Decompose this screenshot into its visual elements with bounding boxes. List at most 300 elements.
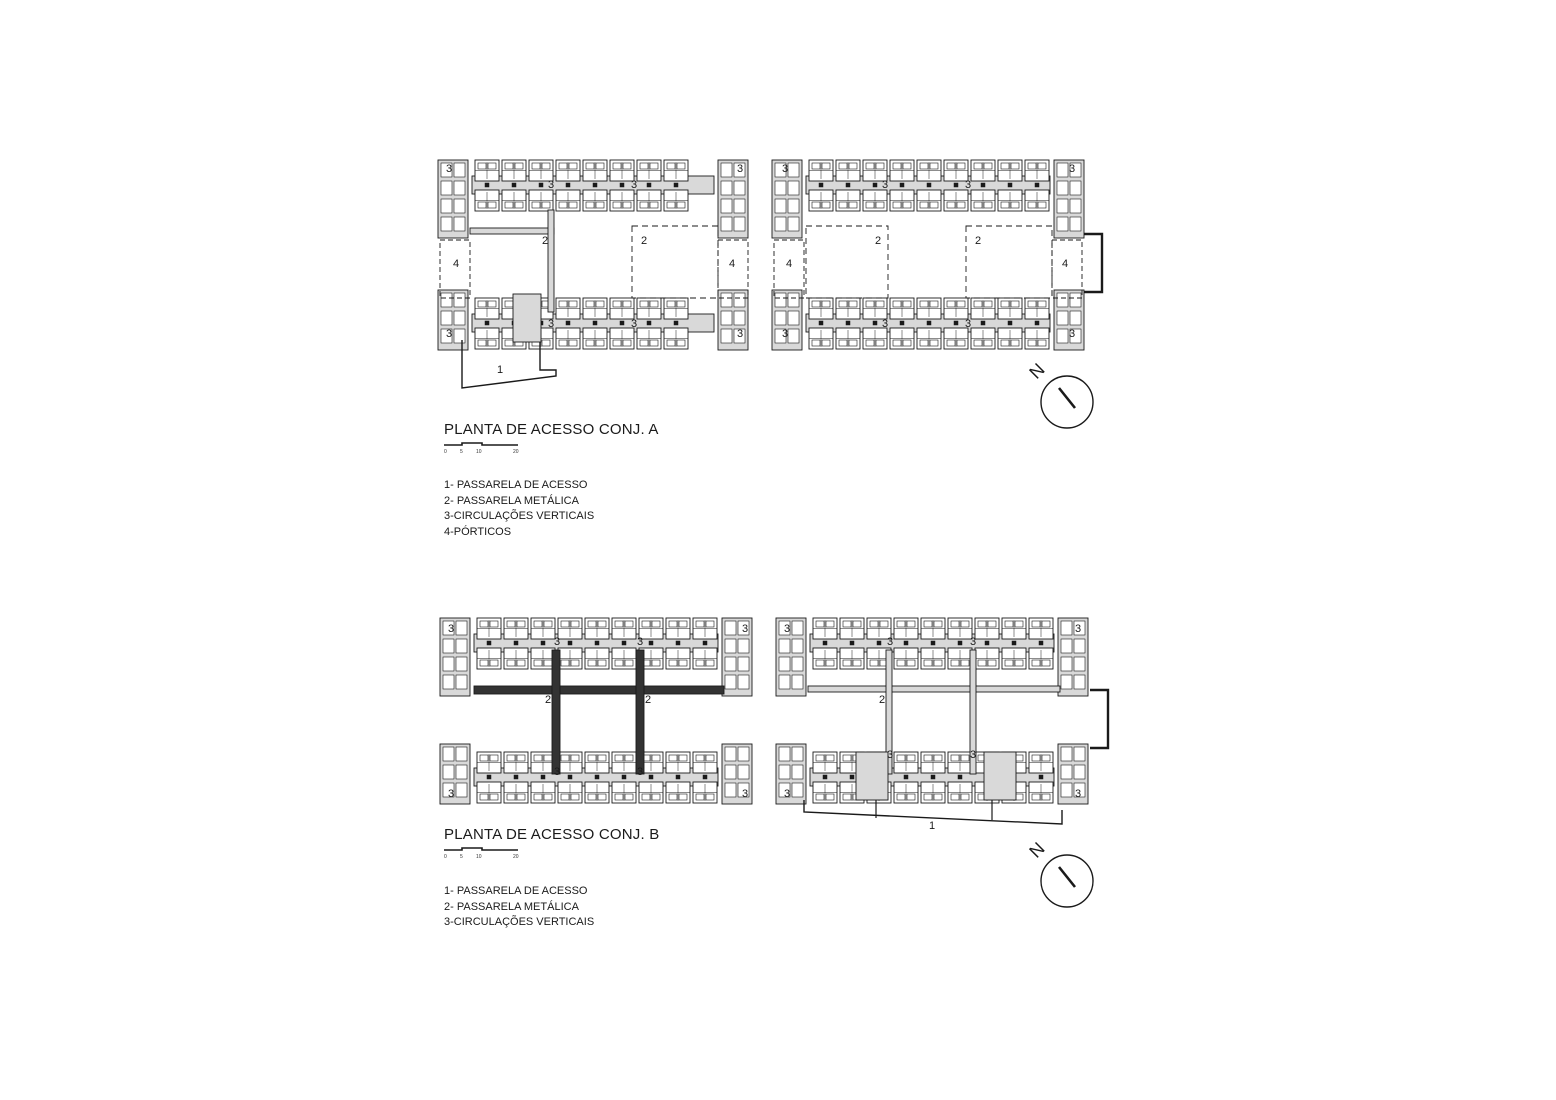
apartment-unit	[921, 648, 945, 669]
apartment-unit	[917, 298, 941, 319]
end-tower	[440, 744, 470, 804]
apartment-unit	[693, 752, 717, 773]
tower-room	[456, 657, 467, 671]
callout-number: 3	[636, 766, 644, 778]
stair-core	[514, 775, 518, 779]
apartment-unit	[475, 160, 499, 181]
callout-number: 3	[553, 636, 561, 648]
stair-core	[703, 775, 707, 779]
housing-bar	[472, 160, 714, 211]
apartment-unit	[890, 190, 914, 211]
tower-room	[725, 747, 736, 761]
apartment-unit	[1029, 752, 1053, 773]
tower-room	[734, 293, 745, 307]
stair-core	[541, 775, 545, 779]
apartment-unit	[610, 190, 634, 211]
tower-room	[779, 657, 790, 671]
apartment-unit	[998, 160, 1022, 181]
north-arrow-icon	[1025, 359, 1093, 428]
apartment-unit	[585, 648, 609, 669]
apartment-unit	[556, 328, 580, 349]
stair-core	[512, 183, 516, 187]
apartment-unit	[477, 618, 501, 639]
access-landing	[856, 752, 888, 800]
tower-room	[792, 783, 803, 797]
end-tower	[438, 290, 468, 350]
callout-number: 3	[1074, 788, 1082, 800]
end-tower	[772, 290, 802, 350]
apartment-unit	[1025, 160, 1049, 181]
plan-b-scale-tick-5: 5	[460, 854, 463, 860]
tower-room	[1070, 217, 1081, 231]
apartment-unit	[894, 648, 918, 669]
apartment-unit	[921, 752, 945, 773]
callout-number: 3	[741, 623, 749, 635]
apartment-unit	[558, 618, 582, 639]
tower-room	[454, 163, 465, 177]
tower-room	[792, 639, 803, 653]
plan-a-block-left	[438, 160, 748, 350]
apartment-unit	[558, 648, 582, 669]
stair-core	[1008, 183, 1012, 187]
apartment-unit	[556, 160, 580, 181]
plan-b-scale-bar	[444, 846, 524, 854]
apartment-unit	[890, 160, 914, 181]
tower-room	[1061, 747, 1072, 761]
stair-core	[485, 183, 489, 187]
callout-number: 3	[781, 163, 789, 175]
callout-number: 3	[881, 179, 889, 191]
apartment-unit	[998, 190, 1022, 211]
stair-core	[931, 775, 935, 779]
tower-room	[441, 311, 452, 325]
callout-number: 3	[969, 749, 977, 761]
apartment-unit	[971, 190, 995, 211]
callout-number: 4	[785, 258, 793, 270]
stair-core	[904, 775, 908, 779]
callout-number: 4	[728, 258, 736, 270]
apartment-unit	[944, 190, 968, 211]
tower-room	[792, 765, 803, 779]
tower-room	[1074, 639, 1085, 653]
tower-room	[1074, 747, 1085, 761]
apartment-unit	[894, 752, 918, 773]
tower-room	[779, 675, 790, 689]
metal-walkway	[636, 650, 644, 774]
stair-core	[958, 641, 962, 645]
tower-room	[1057, 181, 1068, 195]
callout-number: 3	[447, 788, 455, 800]
apartment-unit	[971, 298, 995, 319]
stair-core	[487, 775, 491, 779]
tower-room	[456, 783, 467, 797]
apartment-unit	[693, 618, 717, 639]
callout-number: 3	[886, 749, 894, 761]
stair-core	[676, 775, 680, 779]
callout-number: 3	[1068, 328, 1076, 340]
apartment-unit	[890, 328, 914, 349]
stair-core	[904, 641, 908, 645]
stair-core	[595, 641, 599, 645]
apartment-unit	[475, 298, 499, 319]
apartment-unit	[639, 782, 663, 803]
metal-walkway	[552, 650, 560, 774]
stair-core	[846, 321, 850, 325]
north-label: N	[1025, 359, 1049, 383]
plan-a-legend	[444, 478, 594, 540]
tower-room	[788, 311, 799, 325]
apartment-unit	[813, 782, 837, 803]
stair-core	[1035, 183, 1039, 187]
plan-a-block-right	[772, 160, 1084, 350]
tower-room	[456, 621, 467, 635]
apartment-unit	[585, 752, 609, 773]
end-tower	[440, 618, 470, 696]
tower-room	[1061, 675, 1072, 689]
housing-bar	[810, 752, 1054, 803]
stair-core	[954, 183, 958, 187]
stair-core	[1039, 641, 1043, 645]
legend-item-passarela-metalica: 2- PASSARELA METÁLICA	[444, 494, 579, 507]
tower-room	[721, 217, 732, 231]
tower-room	[734, 311, 745, 325]
apartment-unit	[558, 752, 582, 773]
end-tower	[776, 744, 806, 804]
callout-number: 3	[964, 179, 972, 191]
tower-room	[788, 217, 799, 231]
apartment-unit	[531, 648, 555, 669]
apartment-unit	[583, 298, 607, 319]
apartment-unit	[944, 160, 968, 181]
apartment-unit	[585, 618, 609, 639]
plan-b-block-left	[440, 618, 752, 804]
stair-core	[850, 641, 854, 645]
apartment-unit	[610, 328, 634, 349]
metal-walkway	[474, 686, 724, 694]
stair-core	[620, 183, 624, 187]
callout-number: 2	[544, 694, 552, 706]
apartment-unit	[1029, 648, 1053, 669]
tower-room	[456, 747, 467, 761]
apartment-unit	[921, 782, 945, 803]
stair-core	[595, 775, 599, 779]
stair-core	[985, 641, 989, 645]
callout-number: 1	[928, 820, 936, 832]
tower-room	[775, 217, 786, 231]
apartment-unit	[809, 328, 833, 349]
apartment-unit	[556, 298, 580, 319]
apartment-unit	[504, 618, 528, 639]
apartment-unit	[502, 190, 526, 211]
tower-room	[792, 747, 803, 761]
apartment-unit	[948, 618, 972, 639]
apartment-unit	[836, 190, 860, 211]
tower-room	[441, 293, 452, 307]
callout-number: 3	[630, 318, 638, 330]
stair-core	[1039, 775, 1043, 779]
callout-number: 3	[886, 636, 894, 648]
end-tower	[776, 618, 806, 696]
apartment-unit	[975, 648, 999, 669]
stair-core	[541, 641, 545, 645]
stair-core	[958, 775, 962, 779]
apartment-unit	[664, 160, 688, 181]
apartment-unit	[975, 618, 999, 639]
tower-room	[1070, 293, 1081, 307]
tower-room	[721, 329, 732, 343]
callout-number: 2	[541, 235, 549, 247]
stair-core	[927, 183, 931, 187]
apartment-unit	[504, 648, 528, 669]
tower-room	[738, 675, 749, 689]
stair-core	[931, 641, 935, 645]
apartment-unit	[836, 160, 860, 181]
tower-room	[441, 217, 452, 231]
stair-core	[873, 321, 877, 325]
plan-b-scale-tick-0: 0	[444, 854, 447, 860]
tower-room	[725, 783, 736, 797]
tower-room	[792, 657, 803, 671]
apartment-unit	[477, 752, 501, 773]
apartment-unit	[998, 328, 1022, 349]
apartment-unit	[529, 160, 553, 181]
end-tower	[1058, 744, 1088, 804]
stair-core	[674, 321, 678, 325]
tower-room	[779, 747, 790, 761]
apartment-unit	[531, 752, 555, 773]
apartment-unit	[863, 160, 887, 181]
stair-core	[620, 321, 624, 325]
access-bridge-right	[1084, 234, 1102, 292]
stair-core	[566, 183, 570, 187]
apartment-unit	[583, 328, 607, 349]
stair-core	[819, 183, 823, 187]
stair-core	[539, 183, 543, 187]
tower-room	[456, 675, 467, 689]
apartment-unit	[612, 782, 636, 803]
apartment-unit	[558, 782, 582, 803]
compass-ring	[1041, 855, 1093, 907]
stair-core	[622, 775, 626, 779]
compass-ring	[1041, 376, 1093, 428]
stair-core	[593, 183, 597, 187]
tower-room	[1057, 217, 1068, 231]
apartment-unit	[583, 160, 607, 181]
callout-number: 4	[1061, 258, 1069, 270]
apartment-unit	[921, 618, 945, 639]
callout-number: 3	[1068, 163, 1076, 175]
apartment-unit	[1025, 328, 1049, 349]
callout-number: 3	[783, 623, 791, 635]
housing-bar	[806, 298, 1050, 349]
stair-core	[649, 775, 653, 779]
access-landing	[513, 294, 541, 342]
tower-room	[456, 765, 467, 779]
apartment-unit	[664, 190, 688, 211]
stair-core	[823, 641, 827, 645]
apartment-unit	[1002, 648, 1026, 669]
tower-room	[443, 657, 454, 671]
tower-room	[1061, 657, 1072, 671]
callout-number: 1	[496, 364, 504, 376]
tower-room	[1074, 675, 1085, 689]
stair-core	[877, 641, 881, 645]
tower-room	[775, 293, 786, 307]
tower-room	[1057, 311, 1068, 325]
callout-number: 2	[974, 235, 982, 247]
tower-room	[1074, 657, 1085, 671]
apartment-unit	[1025, 298, 1049, 319]
tower-room	[456, 639, 467, 653]
apartment-unit	[863, 298, 887, 319]
apartment-unit	[637, 160, 661, 181]
callout-number: 3	[969, 636, 977, 648]
apartment-unit	[944, 298, 968, 319]
tower-room	[1061, 765, 1072, 779]
tower-room	[734, 181, 745, 195]
north-label: N	[1025, 838, 1049, 862]
apartment-unit	[813, 752, 837, 773]
stair-core	[703, 641, 707, 645]
apartment-unit	[610, 160, 634, 181]
metal-walkway	[548, 210, 554, 312]
callout-number: 3	[447, 623, 455, 635]
tower-room	[441, 181, 452, 195]
tower-room	[454, 293, 465, 307]
apartment-unit	[948, 648, 972, 669]
apartment-unit	[477, 782, 501, 803]
callout-number: 3	[630, 179, 638, 191]
tower-room	[792, 675, 803, 689]
callout-number: 3	[445, 328, 453, 340]
tower-room	[788, 163, 799, 177]
apartment-unit	[998, 298, 1022, 319]
tower-room	[725, 657, 736, 671]
stair-core	[674, 183, 678, 187]
stair-core	[900, 321, 904, 325]
stair-core	[981, 321, 985, 325]
plan-a-scale-tick-10: 10	[476, 449, 482, 455]
tower-room	[721, 293, 732, 307]
plan-a-scale-tick-5: 5	[460, 449, 463, 455]
apartment-unit	[475, 190, 499, 211]
stair-core	[487, 641, 491, 645]
stair-core	[568, 775, 572, 779]
tower-room	[1074, 765, 1085, 779]
apartment-unit	[917, 190, 941, 211]
tower-room	[721, 163, 732, 177]
callout-number: 3	[783, 788, 791, 800]
callout-number: 3	[1074, 623, 1082, 635]
apartment-unit	[836, 328, 860, 349]
callout-number: 4	[452, 258, 460, 270]
apartment-unit	[610, 298, 634, 319]
apartment-unit	[637, 190, 661, 211]
tower-room	[725, 639, 736, 653]
tower-room	[454, 311, 465, 325]
apartment-unit	[612, 752, 636, 773]
tower-room	[1070, 199, 1081, 213]
apartment-unit	[502, 160, 526, 181]
apartment-unit	[917, 160, 941, 181]
apartment-unit	[693, 648, 717, 669]
stair-core	[1008, 321, 1012, 325]
tower-room	[1061, 621, 1072, 635]
apartment-unit	[944, 328, 968, 349]
housing-bar	[472, 298, 714, 349]
legend-item-passarela-acesso: 1- PASSARELA DE ACESSO	[444, 479, 588, 491]
stair-core	[1012, 641, 1016, 645]
apartment-unit	[531, 618, 555, 639]
callout-number: 3	[964, 318, 972, 330]
apartment-unit	[612, 648, 636, 669]
tower-room	[738, 765, 749, 779]
tower-room	[725, 621, 736, 635]
tower-room	[775, 199, 786, 213]
stair-core	[873, 183, 877, 187]
tower-room	[788, 199, 799, 213]
plan-b-title: PLANTA DE ACESSO CONJ. B	[444, 826, 660, 843]
tower-room	[1057, 329, 1068, 343]
end-tower	[1058, 618, 1088, 696]
end-tower	[718, 160, 748, 238]
plan-a-title: PLANTA DE ACESSO CONJ. A	[444, 421, 659, 438]
stair-core	[846, 183, 850, 187]
apartment-unit	[504, 752, 528, 773]
plan-a-scale-bar	[444, 441, 524, 449]
access-bridge-right	[1090, 690, 1108, 748]
callout-number: 2	[874, 235, 882, 247]
apartment-unit	[1025, 190, 1049, 211]
tower-room	[1057, 199, 1068, 213]
tower-room	[738, 657, 749, 671]
apartment-unit	[664, 298, 688, 319]
tower-room	[1070, 311, 1081, 325]
apartment-unit	[529, 190, 553, 211]
plan-b-legend	[444, 884, 594, 931]
legend-item-passarela-acesso: 1- PASSARELA DE ACESSO	[444, 885, 588, 897]
apartment-unit	[1029, 782, 1053, 803]
tower-room	[788, 181, 799, 195]
metal-walkway	[470, 228, 554, 234]
plan-b-scale-tick-20: 20	[513, 854, 519, 860]
apartment-unit	[1029, 618, 1053, 639]
apartment-unit	[475, 328, 499, 349]
tower-room	[1057, 293, 1068, 307]
tower-room	[721, 199, 732, 213]
apartment-unit	[477, 648, 501, 669]
stair-core	[981, 183, 985, 187]
apartment-unit	[666, 648, 690, 669]
end-tower	[1054, 290, 1084, 350]
housing-bar	[806, 160, 1050, 211]
apartment-unit	[1002, 618, 1026, 639]
end-tower	[438, 160, 468, 238]
tower-room	[775, 181, 786, 195]
apartment-unit	[840, 648, 864, 669]
apartment-unit	[612, 618, 636, 639]
callout-number: 3	[636, 636, 644, 648]
callout-number: 3	[781, 328, 789, 340]
stair-core	[647, 183, 651, 187]
callout-number: 2	[640, 235, 648, 247]
callout-number: 3	[736, 163, 744, 175]
tower-room	[1070, 181, 1081, 195]
tower-room	[443, 765, 454, 779]
stair-core	[485, 321, 489, 325]
apartment-unit	[840, 618, 864, 639]
stair-core	[566, 321, 570, 325]
